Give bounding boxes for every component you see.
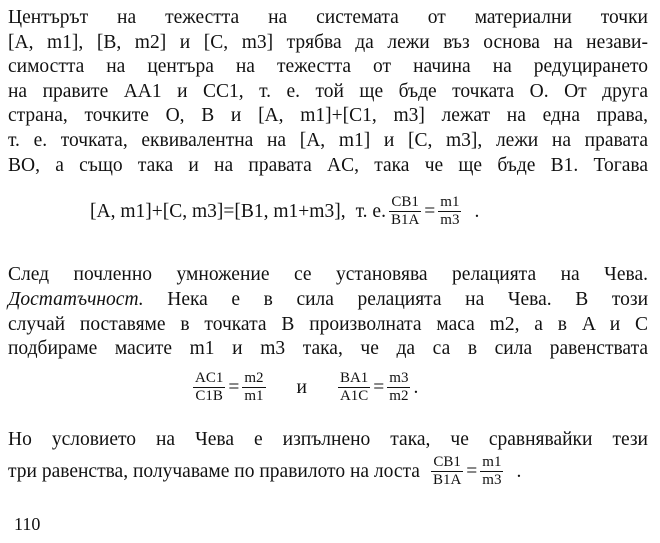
p1-line-5: страна, точките O, B и [A, m1]+[C1, m3] лежат на една права,: [8, 105, 648, 127]
p3-line-3: подбираме масите m1 и m3 така, че да са в сила равенствата: [8, 338, 648, 360]
p1-line-3: симостта на центъра на тежестта от начина на редуцирането: [8, 56, 648, 78]
formula-2-dot: .: [413, 376, 419, 398]
formula-2-fraction-a: [193, 370, 225, 405]
page-number: 110: [14, 514, 41, 534]
formula-1-dot: .: [474, 200, 480, 222]
formula-2-a-denominator: C1B: [195, 388, 223, 404]
p3-line-2: случай поставяме в точката B произволната маса m2, а в A и C: [8, 313, 648, 335]
p4-fraction-left: [431, 454, 463, 489]
p1-line-1: Центърът на тежестта на системата от материални точки: [8, 7, 648, 28]
formula-2-b-equals: =: [373, 376, 385, 398]
formula-2-and: и: [296, 376, 307, 398]
formula-1-fraction-right: [438, 194, 461, 229]
p4-line-1: Но условието на Чева е изпълнено така, че сравнявайки тези: [8, 429, 648, 450]
formula-2-a-numerator: AC1: [195, 370, 224, 386]
formula-2-b-denominator-2: m2: [389, 388, 409, 404]
paragraph-1: [8, 6, 648, 178]
formula-2-b-numerator-2: m3: [389, 370, 409, 386]
p3-heading-sufficiency: Достатъчност.: [8, 289, 144, 310]
formula-2-b-denominator: A1C: [339, 388, 369, 404]
p4-line-2: три равенства, получаваме по правилото на лоста: [8, 460, 420, 482]
formula-2-b-numerator: BA1: [339, 370, 369, 386]
formula-2-fraction-b-right: [387, 370, 410, 405]
p4-line-2-container: [8, 454, 648, 489]
formula-2-fraction-a-right: [242, 370, 265, 405]
p3-line-1-rest: Нека е в сила релацията на Чева. В този: [167, 289, 649, 310]
p4-fraction-right: [480, 454, 503, 489]
formula-2-fraction-b: [338, 370, 370, 405]
formula-2-a-denominator-2: m1: [244, 388, 264, 404]
p4-denominator: B1A: [432, 472, 462, 488]
p4-equals: =: [466, 460, 478, 482]
p4-denominator-2: m3: [482, 472, 502, 488]
p4-numerator-2: m1: [482, 454, 502, 470]
paragraph-4: [8, 428, 648, 453]
formula-2-a-equals: =: [228, 376, 240, 398]
formula-1-numerator-2: m1: [440, 194, 460, 210]
formula-center-mass: [90, 194, 479, 229]
formula-1-te: т. е.: [355, 200, 386, 222]
paragraph-3: [8, 288, 648, 362]
p1-line-6: т. е. точката, еквивалентна на [A, m1] и [C, m3], лежи на правата: [8, 129, 648, 151]
p1-line-7: BO, а също така и на правата AC, така че ще бъде B1. Тогава: [8, 154, 648, 176]
formula-1-numerator: CB1: [391, 194, 419, 210]
p3-line-1: [8, 288, 648, 313]
formula-1-fraction-left: [389, 194, 421, 229]
formula-1-equals: =: [424, 200, 436, 222]
formula-equalities: [190, 370, 418, 405]
p1-line-2: [A, m1], [B, m2] и [C, m3] трябва да лежи въз основа на незави-: [8, 31, 648, 53]
p1-line-4: на правите AA1 и CC1, т. е. той ще бъде точката O. От друга: [8, 80, 648, 102]
formula-2-a-numerator-2: m2: [244, 370, 264, 386]
p4-numerator: CB1: [433, 454, 461, 470]
p4-dot: .: [516, 460, 522, 482]
paragraph-2: [8, 263, 648, 288]
formula-1-denominator: B1A: [390, 212, 420, 228]
formula-1-denominator-2: m3: [440, 212, 460, 228]
formula-1-expression: [A, m1]+[C, m3]=[B1, m1+m3],: [90, 200, 346, 222]
p2-line-1: След почленно умножение се установява релацията на Чева.: [8, 264, 648, 285]
